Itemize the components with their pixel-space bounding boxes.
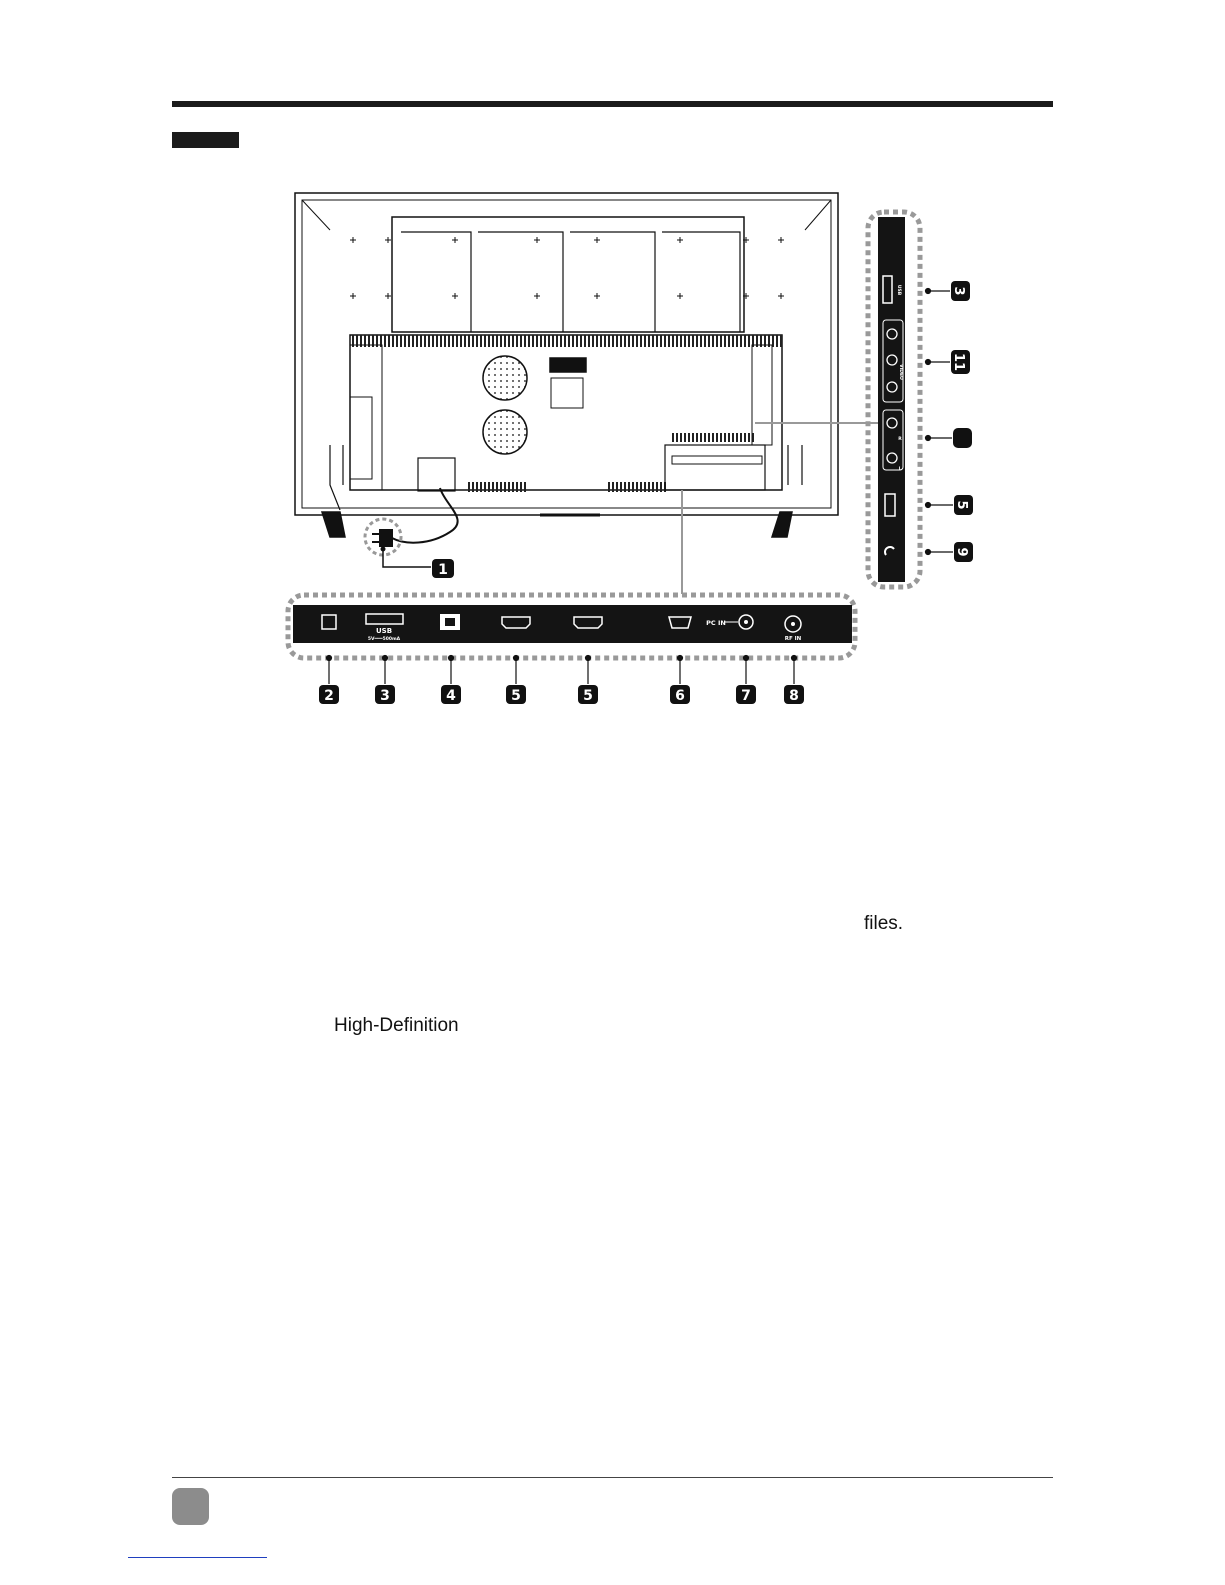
svg-text:L: L — [898, 467, 902, 472]
svg-text:5V═══500mA: 5V═══500mA — [367, 637, 401, 642]
svg-text:VIDEO: VIDEO — [898, 364, 903, 380]
page-number-badge — [172, 1488, 209, 1525]
body-text-files: files. — [864, 913, 904, 934]
svg-text:3: 3 — [951, 286, 966, 296]
svg-text:R: R — [898, 437, 902, 442]
callout-badge-side-5 — [954, 495, 973, 515]
svg-text:8: 8 — [789, 688, 799, 704]
callout-badge-2 — [319, 685, 339, 704]
svg-text:9: 9 — [954, 547, 969, 557]
svg-text:USB: USB — [896, 284, 901, 296]
callout-badge-8 — [784, 685, 804, 704]
svg-text:4: 4 — [446, 688, 456, 704]
svg-text:5: 5 — [954, 500, 969, 510]
svg-text:5: 5 — [511, 688, 521, 704]
svg-text:RF IN: RF IN — [784, 636, 802, 642]
svg-text:PC IN: PC IN — [706, 619, 726, 627]
bottom-callout-badges — [319, 685, 804, 704]
callout-badge-1 — [432, 559, 454, 578]
callout-badge-6 — [670, 685, 690, 704]
svg-text:3: 3 — [380, 688, 390, 704]
svg-text:2: 2 — [324, 688, 334, 704]
callout-badge-side-11 — [951, 350, 970, 374]
callout-badge-4 — [441, 685, 461, 704]
body-text-high-definition: High-Definition — [334, 1015, 459, 1036]
bottom-connector-panel — [288, 595, 855, 658]
callout-badge-5b — [578, 685, 598, 704]
svg-text:7: 7 — [741, 688, 751, 704]
callout-badge-side-3 — [951, 281, 970, 301]
tv-rear-diagram — [0, 0, 1225, 720]
side-connector-panel — [868, 212, 920, 587]
footer-link[interactable] — [128, 1557, 267, 1558]
callout-badge-5a — [506, 685, 526, 704]
power-cord — [372, 488, 458, 546]
svg-text:5: 5 — [583, 688, 593, 704]
callout-badge-7 — [736, 685, 756, 704]
tv-back-housing — [295, 193, 838, 537]
svg-text:11: 11 — [951, 352, 966, 372]
callout-badge-3 — [375, 685, 395, 704]
callout-badge-side-blank — [953, 428, 972, 448]
callout-badge-side-9 — [954, 542, 973, 562]
svg-text:6: 6 — [675, 688, 685, 704]
side-callout-badges — [951, 281, 973, 562]
mounting-points — [350, 237, 784, 299]
svg-text:USB: USB — [375, 627, 393, 635]
svg-text:1: 1 — [438, 562, 448, 578]
callout-line-1 — [383, 549, 431, 567]
footer-rule — [172, 1477, 1053, 1478]
side-callout-leaders — [926, 289, 954, 555]
